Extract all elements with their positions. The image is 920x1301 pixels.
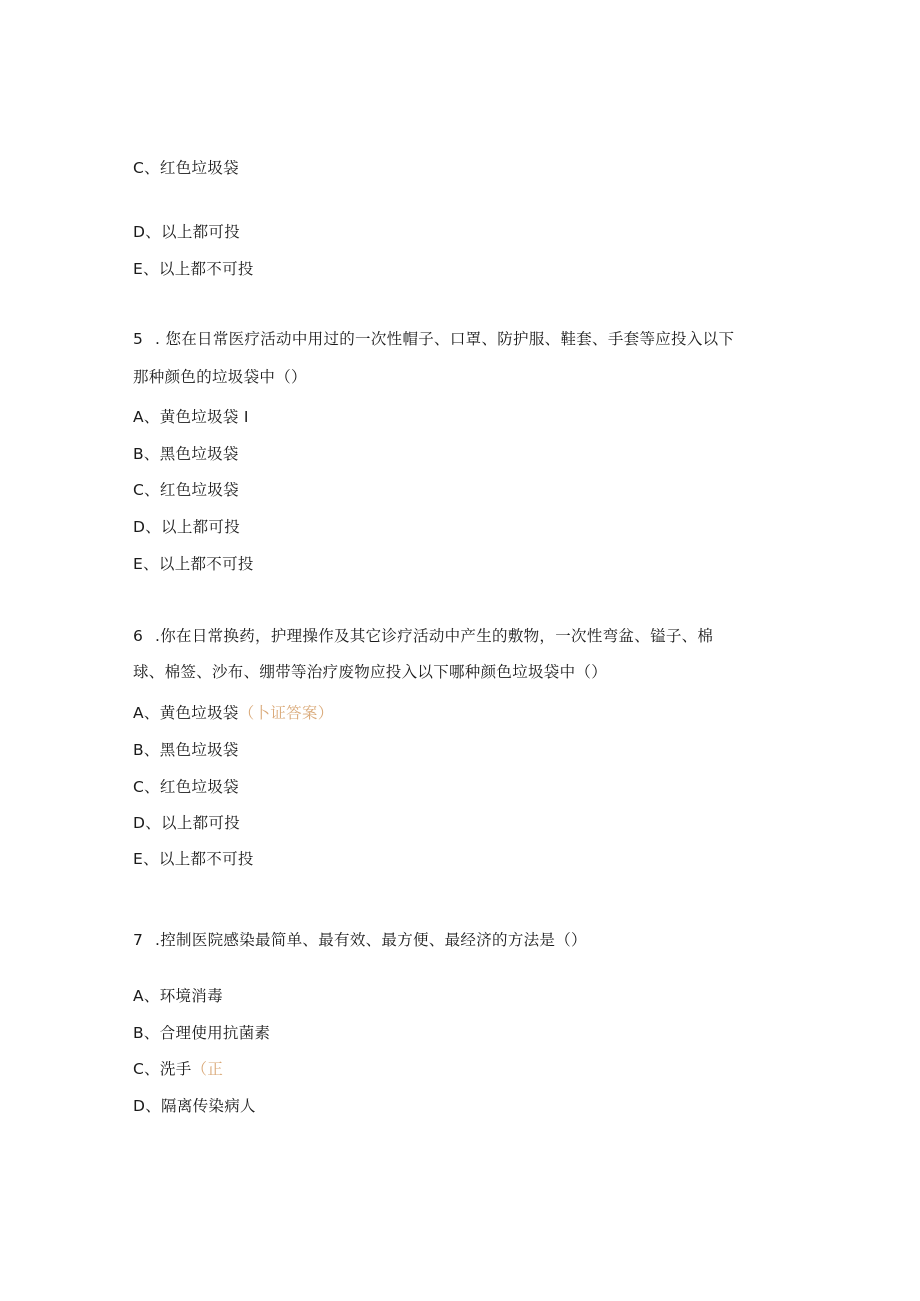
option-text: E、以上都不可投	[133, 555, 254, 573]
option-line	[133, 986, 223, 1006]
question-line	[133, 367, 307, 387]
question-line	[133, 329, 734, 349]
question-number: 6	[133, 627, 144, 645]
answer-mark: （卜证答案）	[238, 704, 334, 722]
question-text: .你在日常换药，护理操作及其它诊疗活动中产生的敷物，一次性弯盆、镒子、棉	[155, 627, 714, 645]
option-text: C、红色垃圾袋	[133, 481, 239, 499]
option-text: D、以上都可投	[133, 518, 241, 536]
answer-mark: （正	[191, 1060, 224, 1078]
question-line	[133, 626, 713, 646]
option-line	[133, 517, 240, 537]
option-line	[133, 1096, 256, 1116]
question-text: .控制医院感染最简单、最有效、最方便、最经济的方法是（）	[155, 931, 587, 949]
question-number: 7	[133, 931, 144, 949]
option-text: A、黄色垃圾袋	[133, 704, 239, 722]
option-line	[133, 1059, 223, 1079]
option-text: B、合理使用抗菌素	[133, 1024, 271, 1042]
option-line	[133, 777, 239, 797]
option-text: E、以上都不可投	[133, 260, 254, 278]
option-text: C、洗手	[133, 1060, 192, 1078]
option-line	[133, 222, 240, 242]
option-line	[133, 703, 334, 723]
question-text: 那种颜色的垃圾袋中（）	[133, 368, 307, 386]
option-line	[133, 849, 254, 869]
option-text: D、以上都可投	[133, 223, 241, 241]
option-line	[133, 158, 239, 178]
question-text: . 您在日常医疗活动中用过的一次性帽子、口罩、防护服、鞋套、手套等应投入以下	[155, 330, 735, 348]
option-line	[133, 407, 249, 427]
question-line	[133, 930, 587, 950]
option-line	[133, 740, 239, 760]
option-line	[133, 1023, 270, 1043]
question-line	[133, 662, 607, 682]
option-text: C、红色垃圾袋	[133, 159, 239, 177]
option-text: A、环境消毒	[133, 987, 223, 1005]
option-line	[133, 444, 239, 464]
option-line	[133, 259, 254, 279]
option-text: C、红色垃圾袋	[133, 778, 239, 796]
question-text: 球、棉签、沙布、绷带等治疗废物应投入以下哪种颜色垃圾袋中（）	[133, 663, 608, 681]
option-line	[133, 554, 254, 574]
option-line	[133, 813, 240, 833]
option-text: E、以上都不可投	[133, 850, 254, 868]
option-text: D、以上都可投	[133, 814, 241, 832]
option-text: B、黑色垃圾袋	[133, 445, 239, 463]
option-line	[133, 480, 239, 500]
option-text: B、黑色垃圾袋	[133, 741, 239, 759]
option-text: A、黄色垃圾袋 I	[133, 408, 249, 426]
option-text: D、隔离传染病人	[133, 1097, 256, 1115]
question-number: 5	[133, 330, 144, 348]
